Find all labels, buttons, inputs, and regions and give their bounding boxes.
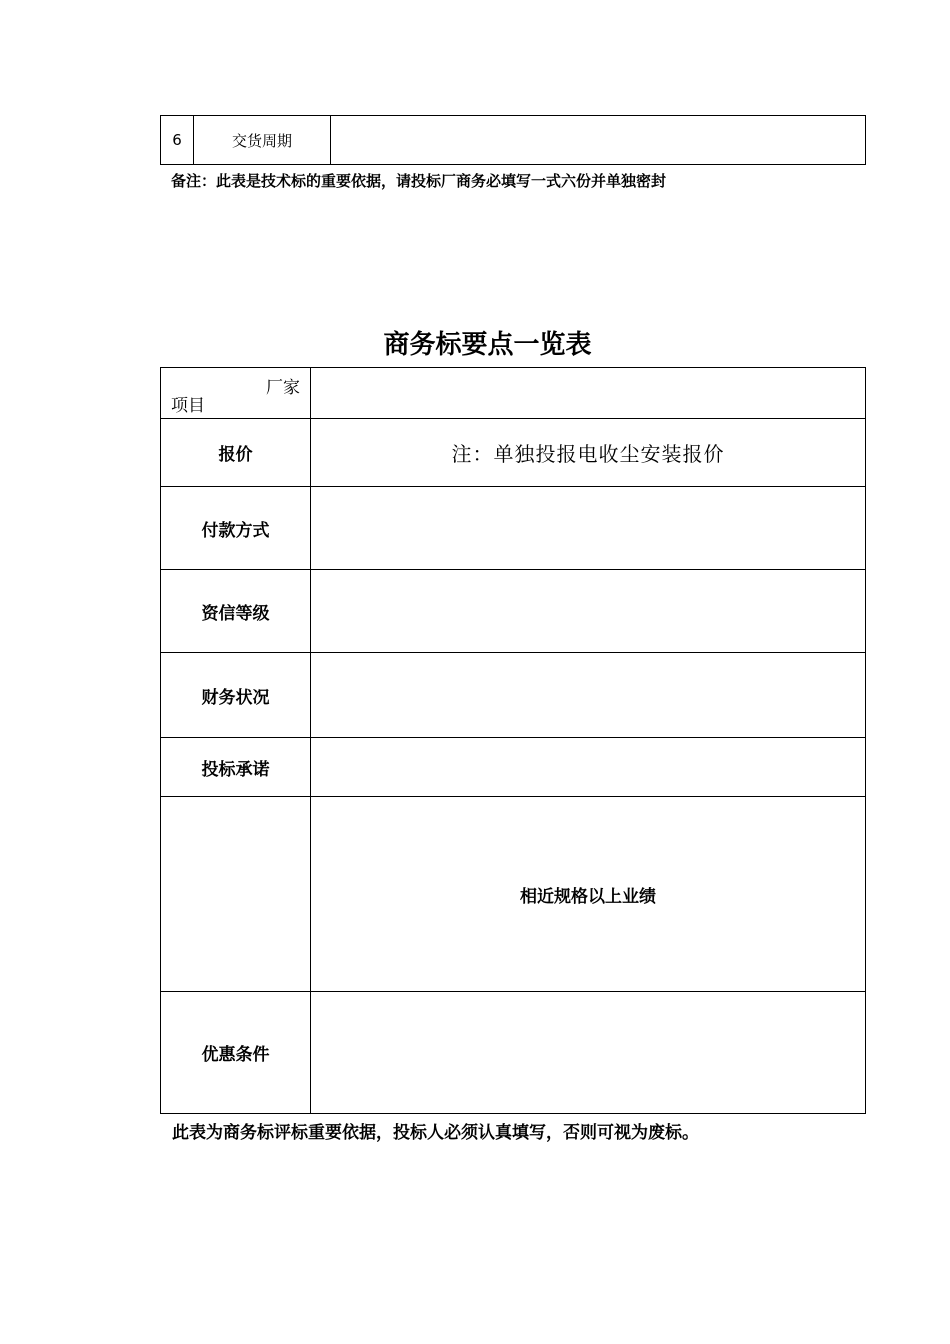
table-header-row — [161, 368, 866, 419]
row-number: 6 — [161, 116, 194, 165]
page-title: 商务标要点一览表 — [383, 330, 592, 360]
preferential-terms-value — [311, 992, 866, 1114]
financial-status-value — [311, 653, 866, 738]
table-row — [161, 992, 866, 1114]
table-row — [161, 419, 866, 487]
quote-note: 注：单独投报电收尘安装报价 — [311, 419, 866, 487]
header-corner-cell — [161, 368, 311, 419]
payment-method-label: 付款方式 — [161, 487, 311, 570]
table-row — [161, 116, 866, 165]
delivery-table — [160, 115, 866, 165]
table-row — [161, 487, 866, 570]
business-bid-remark: 此表为商务标评标重要依据，投标人必须认真填写，否则可视为废标。 — [172, 1123, 699, 1143]
technical-bid-remark: 备注：此表是技术标的重要依据，请投标厂商务必填写一式六份并单独密封 — [171, 172, 667, 190]
delivery-period-value — [331, 116, 866, 165]
similar-performance-text: 相近规格以上业绩 — [311, 797, 866, 992]
credit-rating-value — [311, 570, 866, 653]
header-item-label: 项目 — [171, 396, 205, 416]
performance-label — [161, 797, 311, 992]
credit-rating-label: 资信等级 — [161, 570, 311, 653]
delivery-period-label: 交货周期 — [194, 116, 331, 165]
header-value-cell — [311, 368, 866, 419]
table-row — [161, 797, 866, 992]
payment-method-value — [311, 487, 866, 570]
header-manufacturer-label: 厂家 — [266, 378, 300, 398]
table-row — [161, 738, 866, 797]
bid-commitment-value — [311, 738, 866, 797]
bid-commitment-label: 投标承诺 — [161, 738, 311, 797]
preferential-terms-label: 优惠条件 — [161, 992, 311, 1114]
quote-label: 报价 — [161, 419, 311, 487]
financial-status-label: 财务状况 — [161, 653, 311, 738]
table-row — [161, 653, 866, 738]
business-bid-table — [160, 367, 866, 1114]
table-row — [161, 570, 866, 653]
